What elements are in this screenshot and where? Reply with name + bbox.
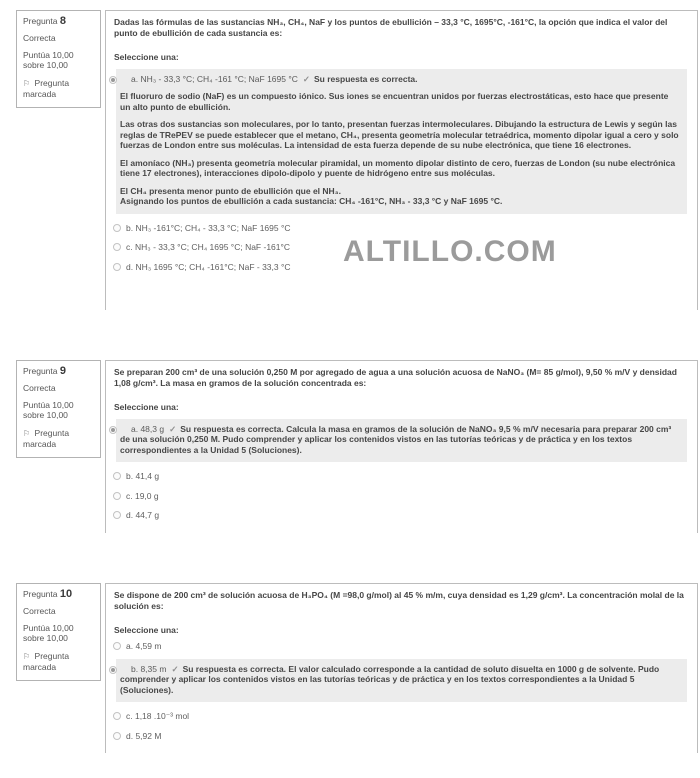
option-label: a. 4,59 m xyxy=(126,641,162,651)
selected-answer-feedback xyxy=(116,419,687,463)
question-number: 9 xyxy=(59,365,66,377)
answer-option-a[interactable] xyxy=(112,641,689,652)
flag-label: Pregunta marcada xyxy=(23,428,70,449)
selected-answer-feedback xyxy=(116,659,687,703)
option-label: b. NH₃ -161°C; CH₄ - 33,3 °C; NaF 1695 °C xyxy=(126,222,291,233)
question-header xyxy=(23,366,95,376)
option-label: c. 19,0 g xyxy=(126,490,159,501)
option-label: a. 48,3 g xyxy=(131,423,165,434)
radio-icon[interactable] xyxy=(113,263,121,271)
select-prompt: Seleccione una: xyxy=(114,402,179,412)
grade-line: Puntúa 10,00 xyxy=(23,50,74,60)
option-label: b. 8,35 m xyxy=(131,663,167,674)
status-badge: Correcta xyxy=(23,605,56,616)
question-number: 10 xyxy=(59,587,73,600)
grade-line: Puntúa 10,00 xyxy=(23,622,74,633)
option-label: c. NH₃ - 33,3 °C; CH₄ 1695 °C; NaF -161°C xyxy=(126,242,291,252)
question-block-10 xyxy=(16,583,698,754)
question-text: Se dispone de 200 cm³ de solución acuosa de H₃PO₄ (M =98,0 g/mol) al 45 % m/m, cuya densidad es 1,29 g/cm³. La concentración molal de la solución es: xyxy=(114,589,684,611)
feedback-paragraph: El fluoruro de sodio (NaF) es un compuesto iónico. Sus iones se encuentran unidos por fuerzas electrostáticas, esto hace que presente un alto punto de ebullición. xyxy=(120,91,669,112)
feedback-line: El CH₄ presenta menor punto de ebullición que el NH₃. xyxy=(120,185,341,196)
check-icon: ✓ xyxy=(302,73,311,84)
question-info-box xyxy=(16,360,101,458)
flag-icon[interactable]: ⚐ xyxy=(23,429,31,438)
flag-row xyxy=(23,428,95,449)
option-label: d. 44,7 g xyxy=(126,510,160,520)
radio-icon[interactable] xyxy=(113,642,121,650)
question-label: Pregunta xyxy=(23,16,58,26)
feedback-text: Calcula la masa en gramos de la solución de NaNO₃ 9,5 % m/V necesaria para preparar 200 cm³ de una solución 0,250 M. Pudo comprender y aplicar los contenidos vistos en las tutorías teóricas y de práctica y en los textos correspondientes a la Unidad 5 (Soluciones). xyxy=(120,423,672,455)
select-prompt: Seleccione una: xyxy=(114,624,179,635)
question-info-box xyxy=(16,10,101,108)
answer-option-d[interactable] xyxy=(112,510,689,521)
question-label: Pregunta xyxy=(23,366,58,376)
answer-option-b[interactable] xyxy=(112,471,689,482)
radio-icon[interactable] xyxy=(113,511,121,519)
check-icon: ✓ xyxy=(171,663,179,674)
radio-selected-icon[interactable] xyxy=(109,76,117,84)
correct-message: Su respuesta es correcta. xyxy=(182,663,287,674)
question-text: Dadas las fórmulas de las sustancias NH₃, CH₄, NaF y los puntos de ebullición – 33,3 °C, 1695°C, -161°C, la opción que indica el valor del punto de ebullición de cada sustancia es: xyxy=(114,17,668,38)
radio-selected-icon[interactable] xyxy=(109,666,117,674)
answer-option-d[interactable] xyxy=(112,731,689,742)
selected-answer-feedback xyxy=(116,69,687,214)
answer-option-a[interactable] xyxy=(120,74,679,85)
option-label: a. NH₃ - 33,3 °C; CH₄ -161 °C; NaF 1695 °C xyxy=(131,73,298,84)
radio-icon[interactable] xyxy=(113,243,121,251)
question-number: 8 xyxy=(59,15,66,27)
grade-line: sobre 10,00 xyxy=(23,410,68,420)
grade-line: sobre 10,00 xyxy=(23,60,68,70)
option-label: c. 1,18 .10⁻³ mol xyxy=(126,711,190,721)
feedback-text: El valor calculado corresponde a la cantidad de soluto disuelta en 1000 g de solvente. Pudo comprender y aplicar los contenidos vistos en las tutorías teóricas y de práctica y en los textos correspondientes a la Unidad 5 (Soluciones). xyxy=(120,663,660,695)
question-header xyxy=(23,589,95,599)
question-content xyxy=(105,360,698,533)
question-text: Se preparan 200 cm³ de una solución 0,250 M por agregado de agua a una solución acuosa de NaNO₃ (M= 85 g/mol), 9,50 % m/V y densidad 1,08 g/cm³. La masa en gramos de la solución concentrada es: xyxy=(114,367,677,388)
question-header xyxy=(23,16,95,26)
flag-label: Pregunta marcada xyxy=(23,650,70,672)
correct-message: Su respuesta es correcta. xyxy=(180,423,284,434)
feedback-paragraph: Las otras dos sustancias son moleculares, por lo tanto, presentan fuerzas intermoleculares. Dibujando la estructura de Lewis y según las reglas de TRePEV se puede establecer que el metano, CH₄, presenta geometría molecular tetraédrica, momento dipolar igual a cero y solo fuerzas de London entre sus moléculas. La intensidad de esta fuerza depende de su nube electrónica, que tiene 16 electrones. xyxy=(120,119,679,150)
answer-option-b[interactable] xyxy=(112,223,689,234)
option-label: b. 41,4 g xyxy=(126,471,160,481)
select-prompt: Seleccione una: xyxy=(114,52,179,62)
status-badge: Correcta xyxy=(23,383,56,393)
flag-icon[interactable]: ⚐ xyxy=(23,79,31,88)
grade-line: sobre 10,00 xyxy=(23,632,68,643)
feedback-line: Asignando los puntos de ebullición a cada sustancia: CH₄ -161°C, NH₃ - 33,3 °C y NaF 1695 °C. xyxy=(120,196,503,206)
question-block-9 xyxy=(16,360,698,533)
radio-icon[interactable] xyxy=(113,472,121,480)
altillo-watermark: ALTILLO.COM xyxy=(343,235,557,268)
feedback-paragraph xyxy=(120,186,679,207)
option-label: d. 5,92 M xyxy=(126,730,162,741)
radio-icon[interactable] xyxy=(113,712,121,720)
radio-icon[interactable] xyxy=(113,224,121,232)
question-block-8 xyxy=(16,10,698,310)
grade-text xyxy=(23,400,95,420)
status-badge: Correcta xyxy=(23,33,56,43)
flag-icon[interactable]: ⚐ xyxy=(23,651,31,661)
flag-label: Pregunta marcada xyxy=(23,78,70,99)
option-label: d. NH₃ 1695 °C; CH₄ -161°C; NaF - 33,3 °C xyxy=(126,261,291,272)
grade-line: Puntúa 10,00 xyxy=(23,400,74,410)
check-icon: ✓ xyxy=(169,423,177,434)
radio-selected-icon[interactable] xyxy=(109,426,117,434)
feedback-paragraph: El amoníaco (NH₃) presenta geometría molecular piramidal, un momento dipolar distinto de cero, fuerzas de London (su nube electrónica tiene 17 electrones), interacciones dipolo-dipolo y puente de hidrógeno entre sus moléculas. xyxy=(120,157,676,178)
flag-row xyxy=(23,78,95,99)
question-label: Pregunta xyxy=(23,588,58,599)
radio-icon[interactable] xyxy=(113,492,121,500)
answer-option-c[interactable] xyxy=(112,711,689,722)
flag-row xyxy=(23,651,95,672)
grade-text xyxy=(23,623,95,643)
question-content xyxy=(105,10,698,310)
radio-icon[interactable] xyxy=(113,732,121,740)
answer-option-c[interactable] xyxy=(112,491,689,502)
grade-text xyxy=(23,50,95,70)
correct-message: Su respuesta es correcta. xyxy=(314,73,418,84)
question-content xyxy=(105,583,698,754)
question-info-box xyxy=(16,583,101,681)
